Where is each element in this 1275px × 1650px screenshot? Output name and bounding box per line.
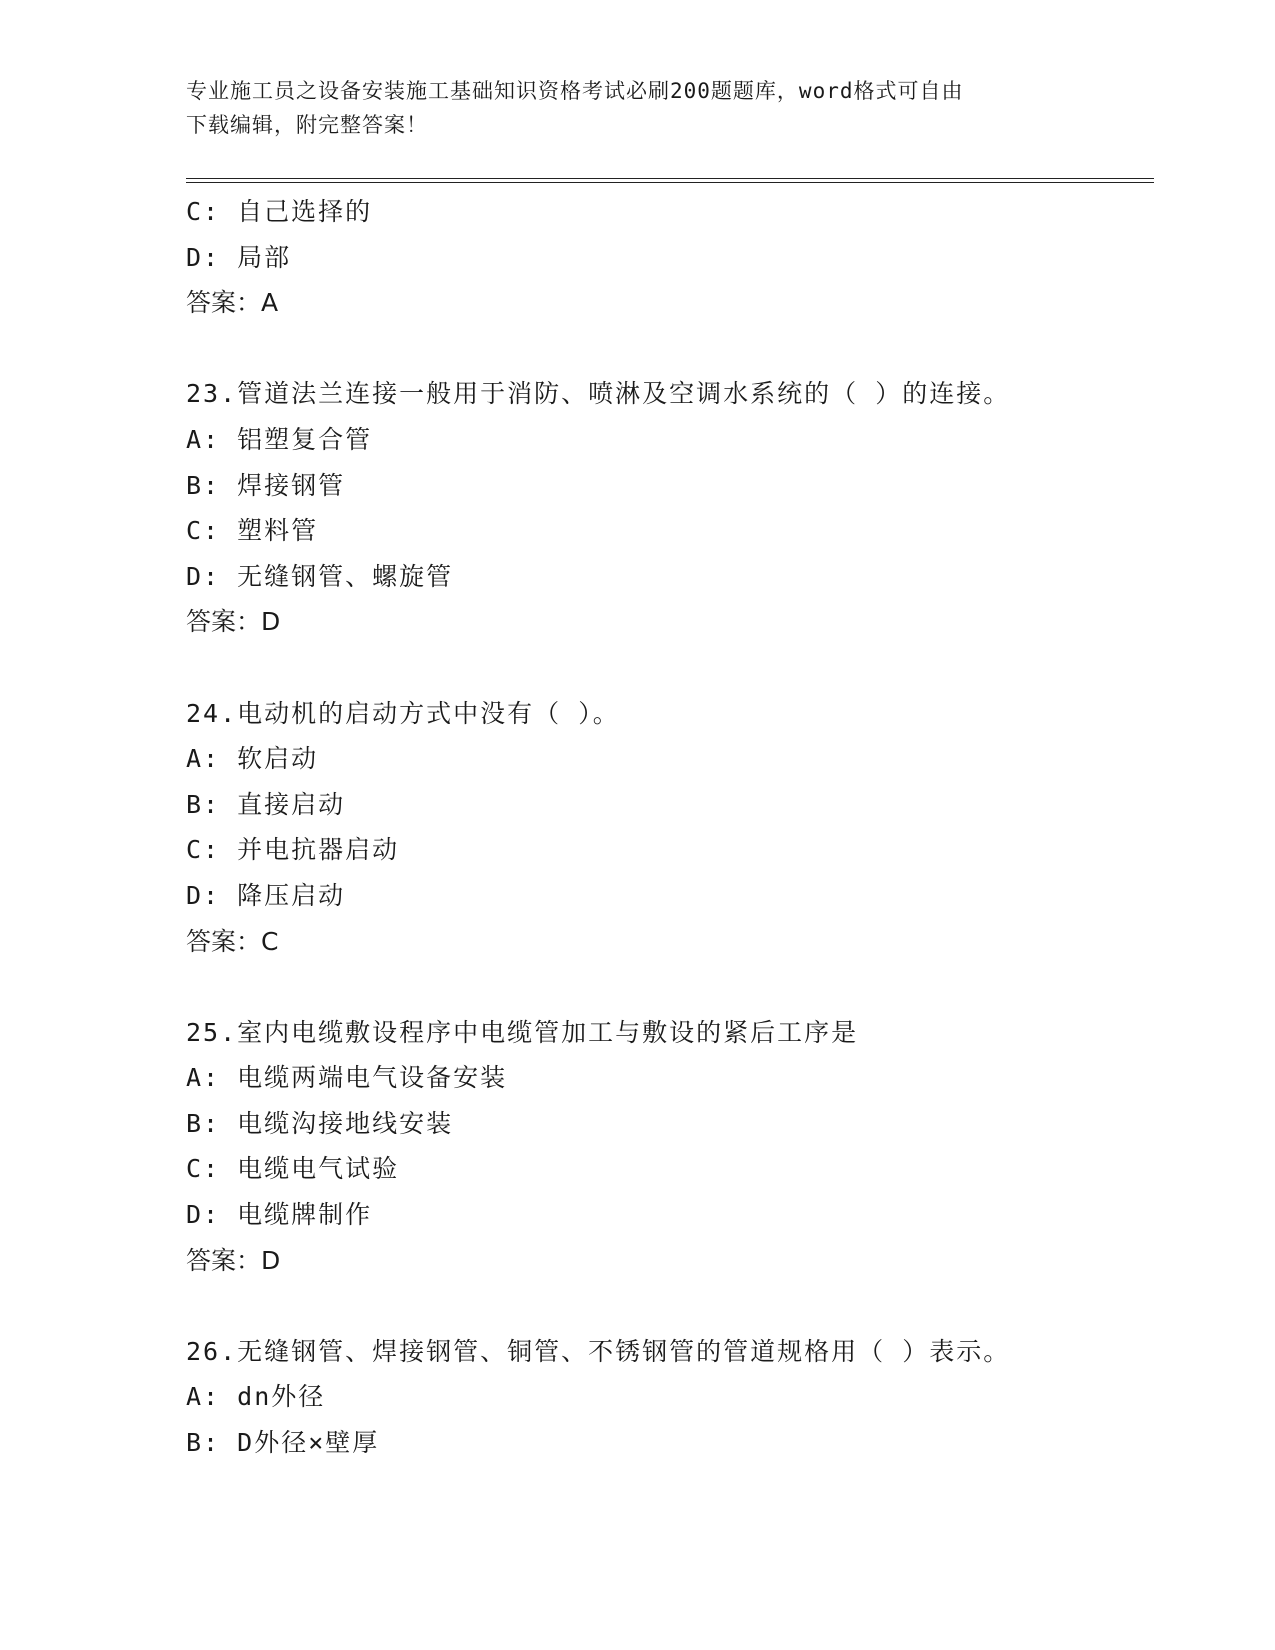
spacer bbox=[186, 1283, 1154, 1329]
answer-line: 答案：D bbox=[186, 607, 281, 637]
spacer bbox=[186, 645, 1154, 691]
option-b: B: 直接启动 bbox=[186, 789, 346, 819]
option-c: C: 电缆电气试验 bbox=[186, 1154, 400, 1184]
option-a: A: dn外径 bbox=[186, 1382, 326, 1412]
option-c: C: 并电抗器启动 bbox=[186, 835, 400, 865]
option-d: D: 无缝钢管、螺旋管 bbox=[186, 561, 454, 591]
spacer bbox=[186, 326, 1154, 372]
option-a: A: 软启动 bbox=[186, 744, 319, 774]
option-c: C: 塑料管 bbox=[186, 516, 319, 546]
header-line-2: 下载编辑，附完整答案！ bbox=[186, 113, 428, 137]
answer-line: 答案：C bbox=[186, 926, 279, 956]
header-rule-top bbox=[186, 178, 1154, 179]
header-rule-bottom bbox=[186, 182, 1154, 183]
question-stem: 24.电动机的启动方式中没有（ ）。 bbox=[186, 698, 620, 728]
option-d: D: 降压启动 bbox=[186, 880, 346, 910]
option-a: A: 电缆两端电气设备安装 bbox=[186, 1063, 508, 1093]
answer-line: 答案：D bbox=[186, 1245, 281, 1275]
question-stem: 23.管道法兰连接一般用于消防、喷淋及空调水系统的（ ）的连接。 bbox=[186, 379, 1011, 409]
spacer bbox=[186, 964, 1154, 1010]
option-b: B: 电缆沟接地线安装 bbox=[186, 1108, 454, 1138]
question-stem: 25.室内电缆敷设程序中电缆管加工与敷设的紧后工序是 bbox=[186, 1017, 859, 1047]
option-d: D: 局部 bbox=[186, 242, 292, 272]
option-c: C: 自己选择的 bbox=[186, 197, 373, 226]
option-d: D: 电缆牌制作 bbox=[186, 1200, 373, 1230]
answer-line: 答案：A bbox=[186, 288, 279, 318]
document-header bbox=[186, 74, 1086, 142]
header-line-1: 专业施工员之设备安装施工基础知识资格考试必刷200题题库，word格式可自由 bbox=[186, 79, 964, 103]
option-b: B: D外径×壁厚 bbox=[186, 1428, 380, 1458]
question-stem: 26.无缝钢管、焊接钢管、铜管、不锈钢管的管道规格用（ ）表示。 bbox=[186, 1336, 1011, 1366]
option-b: B: 焊接钢管 bbox=[186, 470, 346, 500]
question-list bbox=[186, 189, 1154, 1466]
option-a: A: 铝塑复合管 bbox=[186, 424, 373, 454]
